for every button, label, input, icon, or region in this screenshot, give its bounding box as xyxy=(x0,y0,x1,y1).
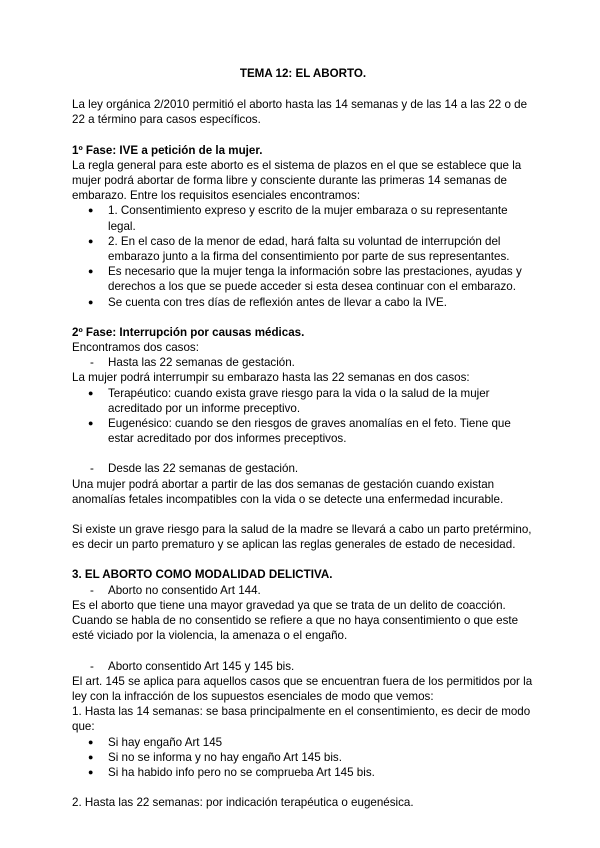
list-item: - Desde las 22 semanas de gestación. xyxy=(72,461,534,476)
list-item: ● 1. Consentimiento expreso y escrito de la mujer embaraza o su representante legal. xyxy=(72,203,534,233)
fase2-list xyxy=(72,386,534,447)
list-item: ● Terapéutico: cuando exista grave riesgo para la vida o la salud de la mujer acreditado por un informe preceptivo. xyxy=(72,386,534,416)
fase1-list xyxy=(72,203,534,309)
document-title: TEMA 12: EL ABORTO. xyxy=(239,67,367,80)
fase2-heading: 2º Fase: Interrupción por causas médicas. xyxy=(72,325,305,339)
list-item: ● Eugenésico: cuando se den riesgos de graves anomalías en el feto. Tiene que estar acreditado por dos informes preceptivos. xyxy=(72,416,534,446)
list-item: - Hasta las 22 semanas de gestación. xyxy=(72,355,534,370)
fase2-dash-list-2 xyxy=(72,461,534,476)
seccion3-paragraph-3: 1. Hasta las 14 semanas: se basa principalmente en el consentimiento, es decir de modo que: xyxy=(72,705,531,734)
seccion3-paragraph-4: 2. Hasta las 22 semanas: por indicación terapéutica o eugenésica. xyxy=(72,796,414,810)
seccion3-heading: 3. EL ABORTO COMO MODALIDAD DELICTIVA. xyxy=(72,568,333,582)
seccion3-paragraph-2: El art. 145 se aplica para aquellos casos que se encuentran fuera de los permitidos por la ley con la infracción de los supuestos esenciales de modo que vemos: xyxy=(72,674,533,703)
seccion3-dash-list-2 xyxy=(72,659,534,674)
seccion3-dash-list-1 xyxy=(72,583,534,598)
intro-paragraph: La ley orgánica 2/2010 permitió el aborto hasta las 14 semanas y de las 14 a las 22 o de 22 a término para casos específicos. xyxy=(72,98,528,127)
seccion3-paragraph-1: Es el aborto que tiene una mayor gravedad ya que se trata de un delito de coacción. Cuando se habla de no consentido se refiere a que no haya consentimiento o que este esté viciado por la violencia, la amenaza o el engaño. xyxy=(72,598,519,643)
fase2-dash-list-1 xyxy=(72,355,534,370)
list-item: ● Si no se informa y no hay engaño Art 145 bis. xyxy=(72,750,534,765)
list-item: ● Es necesario que la mujer tenga la información sobre las prestaciones, ayudas y derechos a los que se puede acceder si esta desea continuar con el embarazo. xyxy=(72,264,534,294)
fase2-paragraph-1: Encontramos dos casos: xyxy=(72,341,199,355)
fase2-paragraph-3: Una mujer podrá abortar a partir de las dos semanas de gestación cuando existan anomalías fetales incompatibles con la vida o se detecte una enfermedad incurable. xyxy=(72,477,504,506)
list-item: ● Si ha habido info pero no se comprueba Art 145 bis. xyxy=(72,765,534,780)
list-item: ● 2. En el caso de la menor de edad, hará falta su voluntad de interrupción del embarazo junto a la firma del consentimiento por parte de sus representantes. xyxy=(72,234,534,264)
seccion3-list xyxy=(72,735,534,781)
fase1-paragraph: La regla general para este aborto es el sistema de plazos en el que se establece que la mujer podrá abortar de forma libre y consciente durante las primeras 14 semanas de embarazo. Entre los requisitos esenciales encontramos: xyxy=(72,158,522,203)
list-item: - Aborto no consentido Art 144. xyxy=(72,583,534,598)
document-page xyxy=(72,66,534,810)
list-item: ● Se cuenta con tres días de reflexión antes de llevar a cabo la IVE. xyxy=(72,295,534,310)
list-item: ● Si hay engaño Art 145 xyxy=(72,735,534,750)
fase1-heading: 1º Fase: IVE a petición de la mujer. xyxy=(72,143,263,157)
fase2-paragraph-4: Si existe un grave riesgo para la salud de la madre se llevará a cabo un parto pretérmino, es decir un parto prematuro y se aplican las reglas generales de estado de necesidad. xyxy=(72,523,532,552)
list-item: - Aborto consentido Art 145 y 145 bis. xyxy=(72,659,534,674)
fase2-paragraph-2: La mujer podrá interrumpir su embarazo hasta las 22 semanas en dos casos: xyxy=(72,371,470,385)
